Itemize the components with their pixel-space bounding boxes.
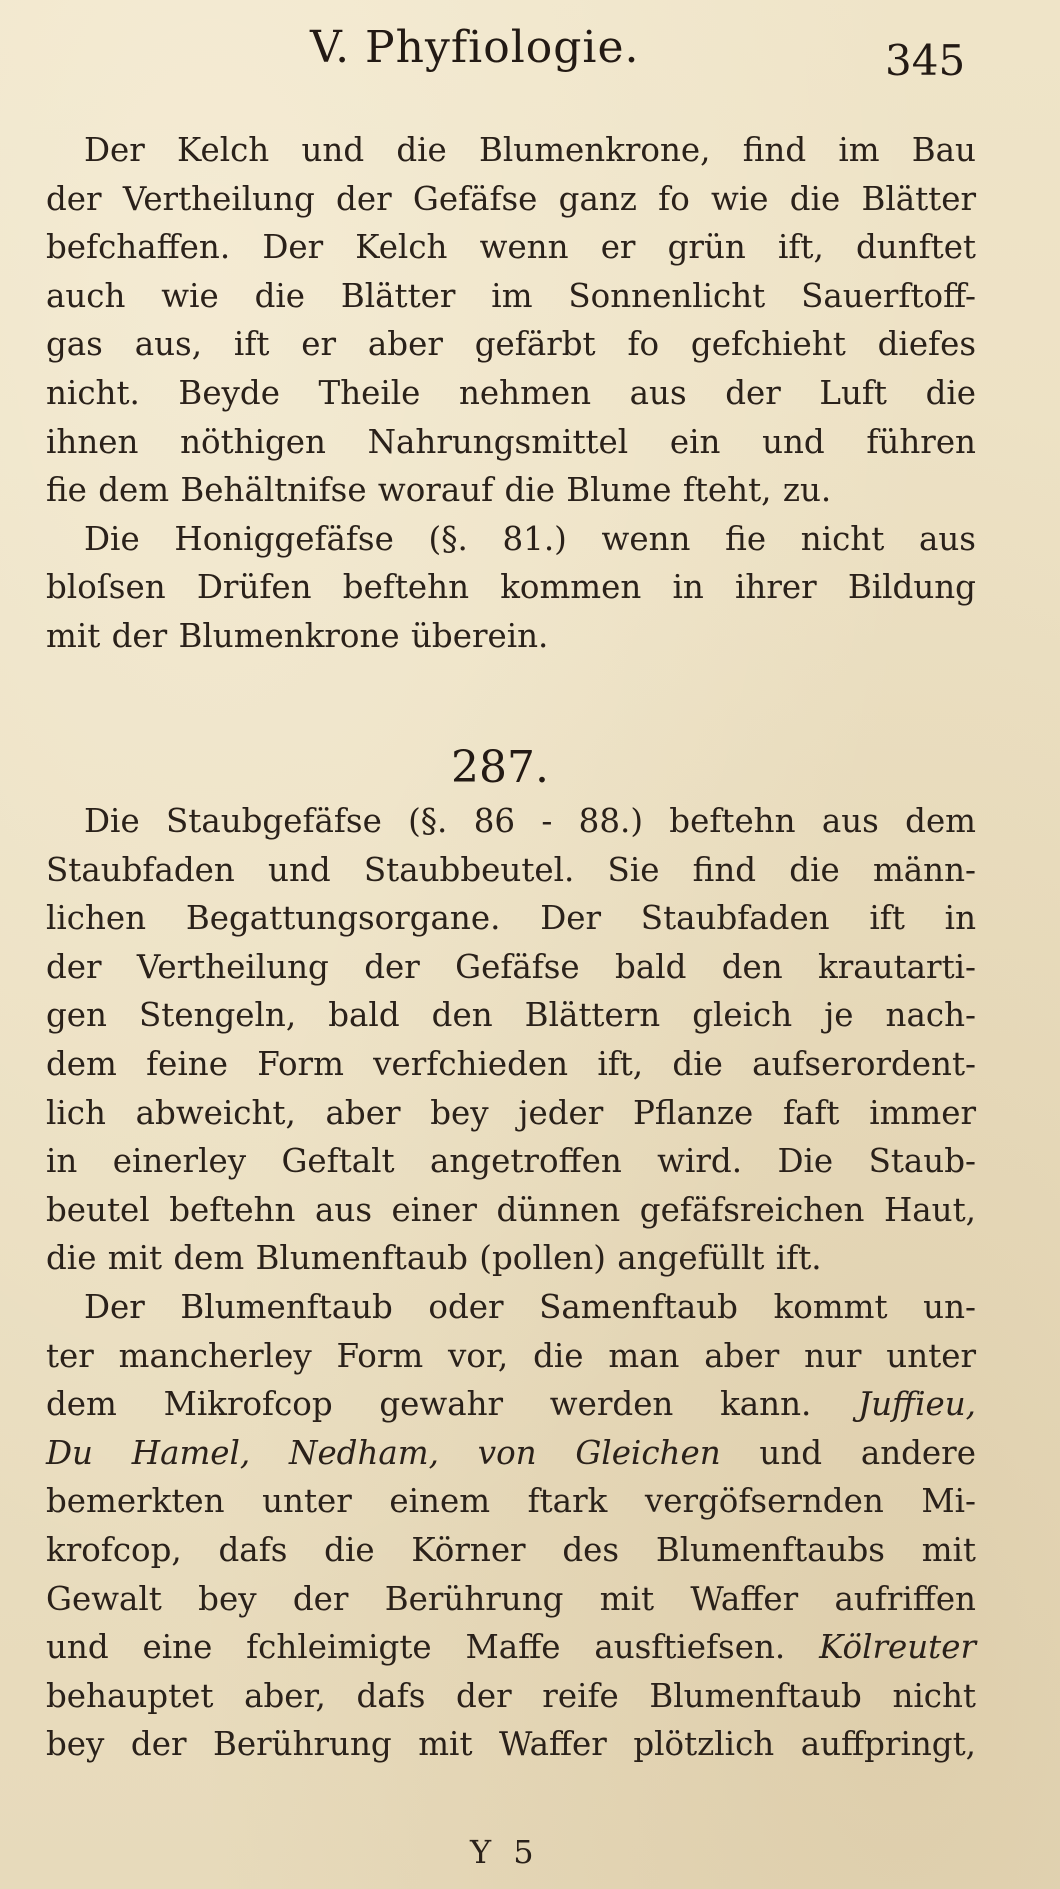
author-name-jussieu: Juffieu, [858,1385,976,1424]
text-line: befchaffen. Der Kelch wenn er grün ift, dunftet [46,228,976,267]
text-line [46,1380,976,1429]
text-line: gen Stengeln, bald den Blättern gleich je nach- [46,996,976,1035]
author-name-duhamel: Du Hamel, [46,1433,251,1472]
text-line: krofcop, dafs die Körner des Blumenftaubs mit [46,1530,976,1569]
text-line: mit der Blumenkrone überein. [46,616,549,655]
text-line: in einerley Geftalt angetroffen wird. Die Staub- [46,1142,976,1181]
text-line: beutel beftehn aus einer dünnen gefäfsreichen Haut, [46,1190,976,1229]
text-line: bemerkten unter einem ftark vergöfsernden Mi- [46,1482,976,1521]
page-number: 345 [885,36,966,85]
text-line: auch wie die Blätter im Sonnenlicht Sauerftoff- [46,276,976,315]
text-line: Staubfaden und Staubbeutel. Sie find die männ- [46,850,976,889]
page-header [40,22,1000,92]
section-number: 287. [451,742,549,793]
author-name-nedham: Nedham, [289,1433,439,1472]
text-line: Der Blumenftaub oder Samenftaub kommt un- [84,1287,976,1326]
paragraph-calyx [46,126,976,515]
text-line: ter mancherley Form vor, die man aber nur unter [46,1336,976,1375]
text-line: ihnen nöthigen Nahrungsmittel ein und führen [46,422,976,461]
text-line [46,1623,976,1672]
text-line: Die Honiggefäfse (§. 81.) wenn fie nicht aus [84,519,976,558]
text-line: fie dem Behältnifse worauf die Blume fteht, zu. [46,471,832,510]
text-line: behauptet aber, dafs der reife Blumenftaub nicht [46,1676,976,1715]
text-block-bottom [46,797,976,1769]
text-line: Die Staubgefäfse (§. 86 - 88.) beftehn aus dem [84,802,976,840]
text-block-top [46,126,976,661]
paragraph-nectaries [46,515,976,661]
text-line: die mit dem Blumenftaub (pollen) angefüllt ift. [46,1239,822,1278]
text-line: lich abweicht, aber bey jeder Pflanze faft immer [46,1093,976,1132]
text-line: der Vertheilung der Gefäfse bald den krautarti- [46,947,976,986]
printer-signature: Y 5 [470,1833,540,1871]
author-name-koelreuter: Kölreuter [819,1628,976,1667]
paragraph-stamens [46,797,976,1283]
text-segment: und eine fchleimigte Maffe ausftiefsen. [46,1628,786,1667]
author-name-gleichen: von Gleichen [477,1433,721,1472]
text-segment: dem Mikrofcop gewahr werden kann. [46,1385,812,1424]
text-line: lichen Begattungsorgane. Der Staubfaden ift in [46,899,976,938]
running-head: V. Phyfiologie. [310,22,640,73]
paragraph-pollen [46,1283,976,1769]
text-line: nicht. Beyde Theile nehmen aus der Luft die [46,373,976,412]
text-line: dem feine Form verfchieden ift, die aufserordent- [46,1044,976,1083]
text-line: der Vertheilung der Gefäfse ganz fo wie die Blätter [46,179,976,218]
text-line: Der Kelch und die Blumenkrone, find im Bau [84,131,976,169]
text-line: bey der Berührung mit Waffer plötzlich auffpringt, [46,1725,976,1764]
text-line: bloſsen Drüfen beftehn kommen in ihrer Bildung [46,568,976,607]
text-line: gas aus, ift er aber gefärbt fo gefchieht diefes [46,325,976,364]
text-line: Gewalt bey der Berührung mit Waffer aufriffen [46,1579,976,1618]
text-segment: und andere [759,1433,976,1472]
text-line [46,1429,976,1478]
